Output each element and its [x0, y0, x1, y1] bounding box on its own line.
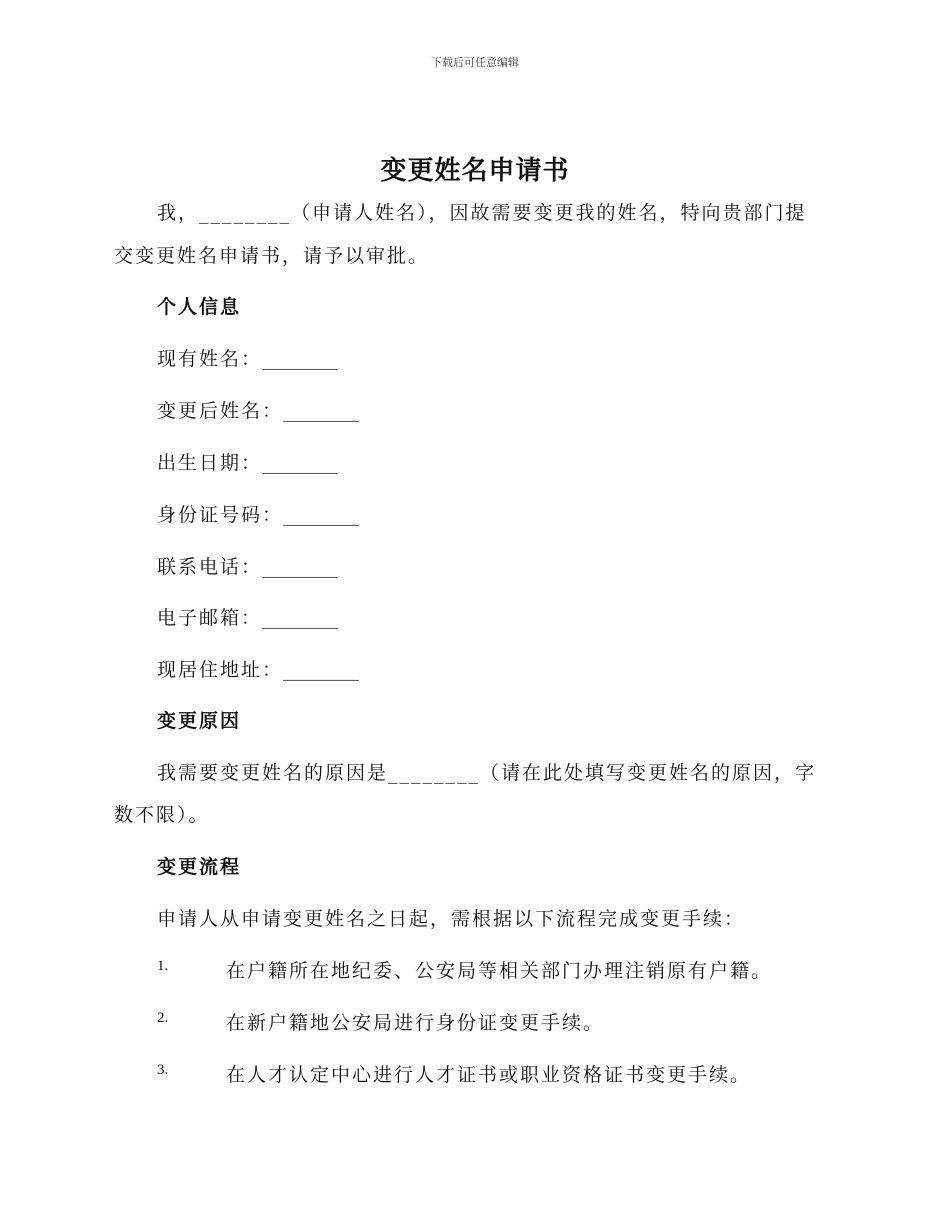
intro-line-1: 我，________（申请人姓名），因故需要变更我的姓名，特向贵部门提 — [157, 202, 807, 224]
step-number: 2. — [157, 1010, 169, 1026]
field-birth-date — [157, 448, 338, 475]
section-heading-personal-info: 个人信息 — [157, 296, 242, 318]
field-blank: ________ — [262, 452, 339, 474]
field-label: 联系电话： — [157, 556, 263, 578]
field-blank: ________ — [283, 659, 360, 681]
step-text: 在户籍所在地纪委、公安局等相关部门办理注销原有户籍。 — [226, 960, 773, 982]
field-label: 现有姓名： — [157, 348, 263, 370]
reason-line-1: 我需要变更姓名的原因是________（请在此处填写变更姓名的原因，字 — [157, 762, 817, 784]
field-email — [157, 603, 338, 630]
field-blank: ________ — [283, 400, 360, 422]
field-label: 变更后姓名： — [157, 400, 284, 422]
step-number: 3. — [157, 1062, 169, 1078]
reason-line-2: 数不限）。 — [114, 804, 210, 826]
field-address — [157, 655, 359, 682]
section-heading-reason: 变更原因 — [157, 710, 242, 732]
page-header-note: 下载后可任意编辑 — [431, 56, 519, 69]
field-new-name — [157, 396, 359, 423]
intro-line-2: 交变更姓名申请书，请予以审批。 — [114, 245, 430, 267]
field-label: 出生日期： — [157, 452, 263, 474]
field-blank: ________ — [283, 504, 360, 526]
field-blank: ________ — [262, 607, 339, 629]
section-heading-process: 变更流程 — [157, 856, 242, 878]
document-title: 变更姓名申请书 — [380, 156, 570, 186]
step-text: 在新户籍地公安局进行身份证变更手续。 — [226, 1012, 605, 1034]
field-label: 电子邮箱： — [157, 607, 263, 629]
field-id-number — [157, 500, 359, 527]
field-phone — [157, 552, 338, 579]
field-label: 现居住地址： — [157, 659, 284, 681]
field-blank: ________ — [262, 556, 339, 578]
process-intro: 申请人从申请变更姓名之日起，需根据以下流程完成变更手续： — [157, 908, 746, 930]
field-current-name — [157, 344, 338, 371]
step-text: 在人才认定中心进行人才证书或职业资格证书变更手续。 — [226, 1064, 752, 1086]
step-number: 1. — [157, 958, 169, 974]
field-label: 身份证号码： — [157, 504, 284, 526]
field-blank: ________ — [262, 348, 339, 370]
